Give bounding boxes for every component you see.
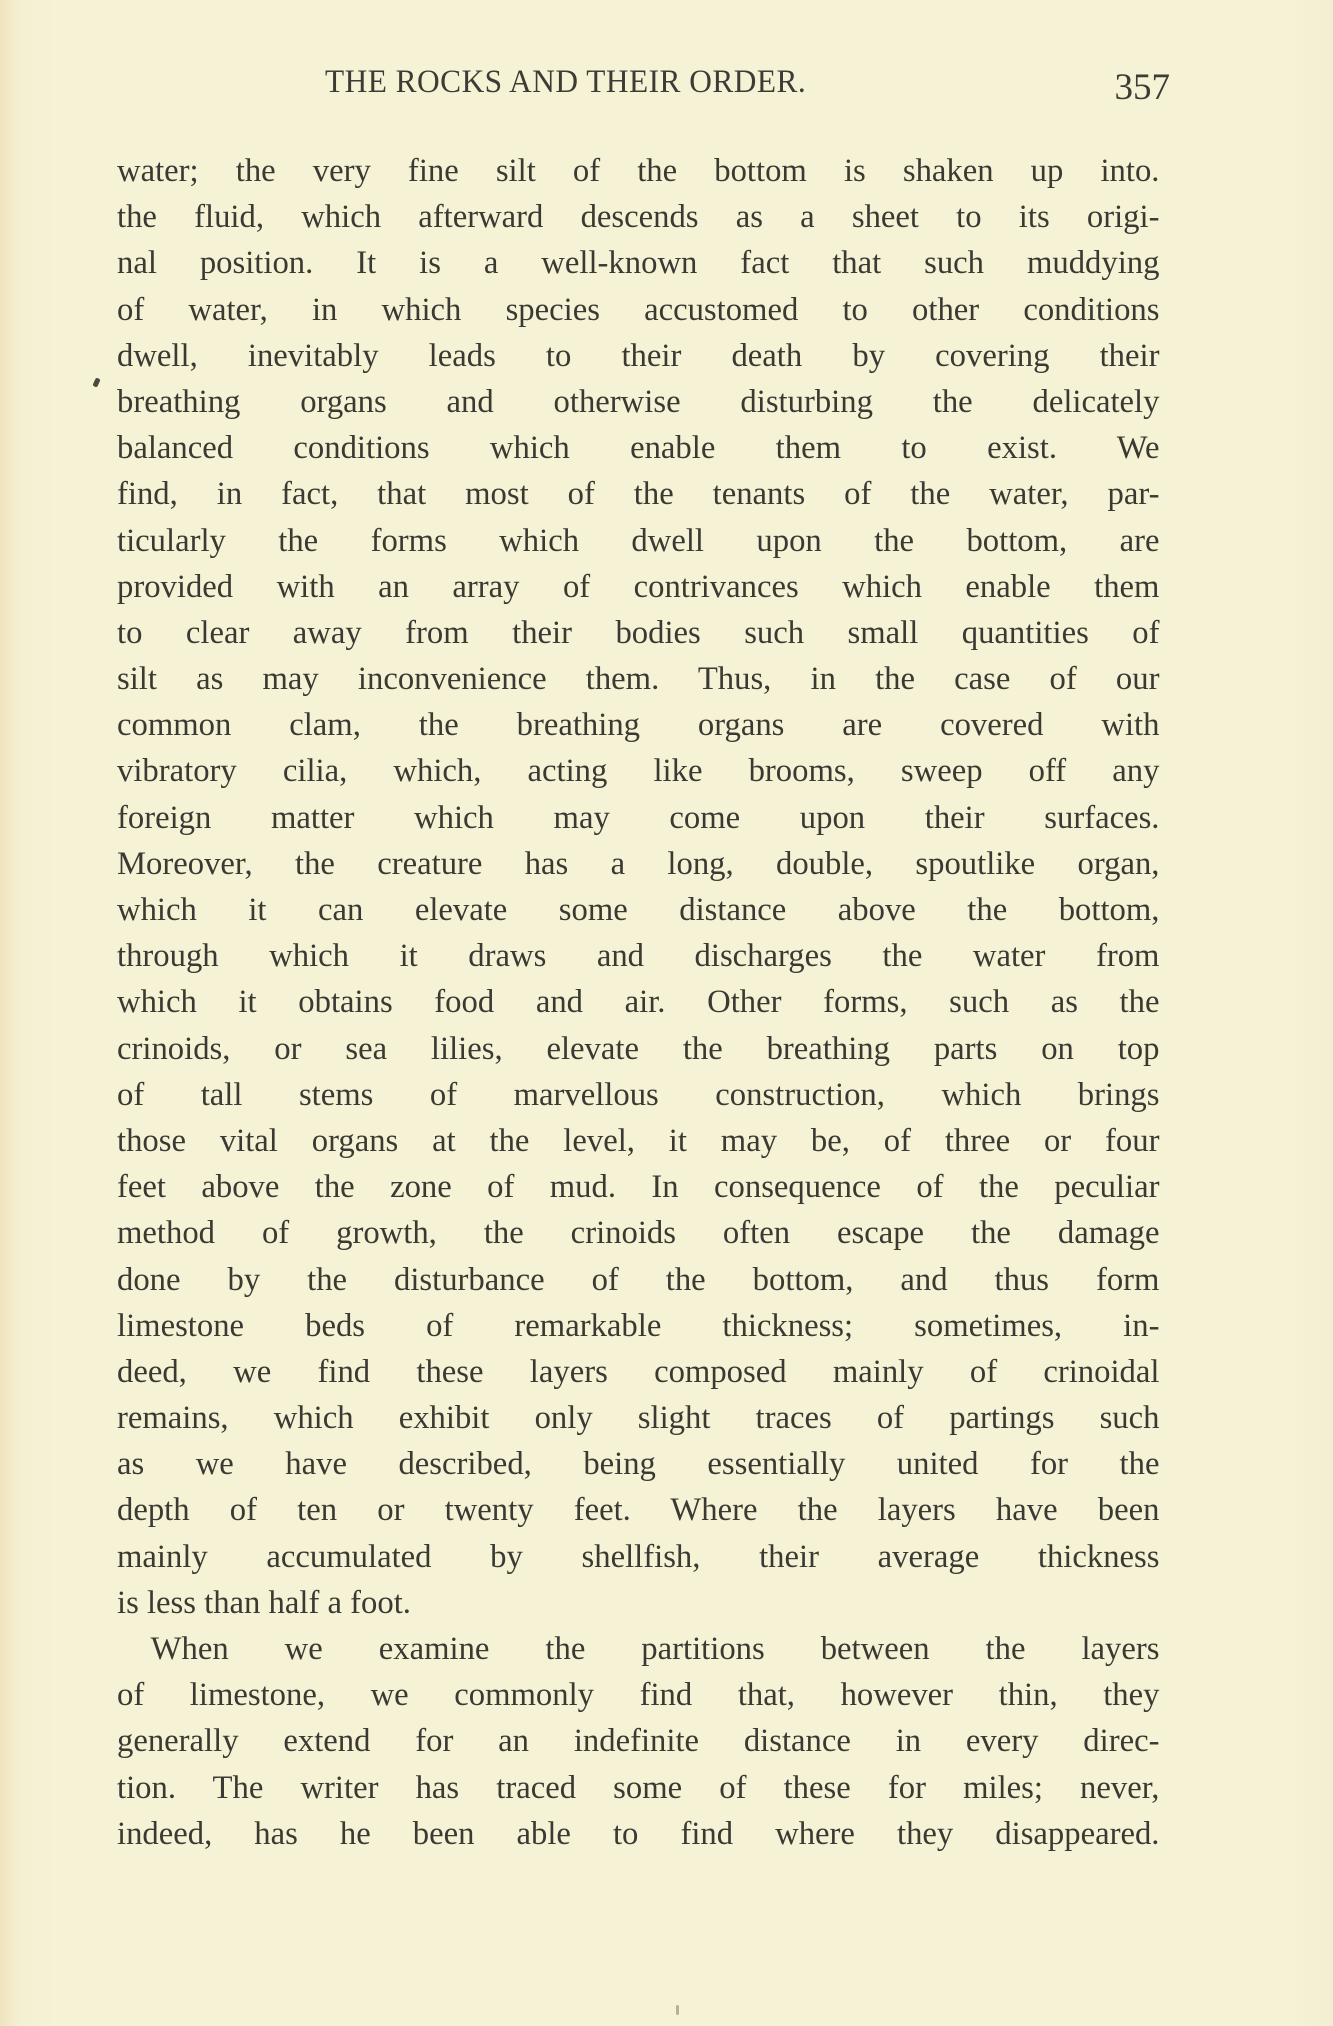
page-number: 357 bbox=[1114, 67, 1170, 108]
text-line: remains, which exhibit only slight traces of partings such bbox=[117, 1400, 1160, 1437]
text-line: to clear away from their bodies such small quantities of bbox=[117, 614, 1160, 651]
text-line: the fluid, which afterward descends as a sheet to its origi- bbox=[117, 199, 1160, 236]
text-line: provided with an array of contrivances which enable them bbox=[117, 568, 1160, 605]
text-line: done by the disturbance of the bottom, and thus form bbox=[117, 1261, 1160, 1298]
text-line: water; the very fine silt of the bottom is shaken up into. bbox=[117, 153, 1160, 189]
text-line: ticularly the forms which dwell upon the bottom, are bbox=[117, 522, 1160, 559]
text-line: Moreover, the creature has a long, double, spoutlike organ, bbox=[117, 845, 1160, 882]
running-head bbox=[117, 64, 1170, 110]
text-line: foreign matter which may come upon their surfaces. bbox=[117, 799, 1160, 836]
text-line: silt as may inconvenience them. Thus, in the case of our bbox=[117, 661, 1160, 698]
paragraph-1 bbox=[117, 148, 1170, 1626]
text-line: breathing organs and otherwise disturbing the delicately bbox=[117, 383, 1160, 420]
text-line: those vital organs at the level, it may be, of three or four bbox=[117, 1122, 1160, 1159]
text-line: limestone beds of remarkable thickness; sometimes, in- bbox=[117, 1307, 1160, 1344]
text-line: deed, we find these layers composed mainly of crinoidal bbox=[117, 1353, 1160, 1390]
text-line: method of growth, the crinoids often escape the damage bbox=[117, 1215, 1160, 1252]
text-line: depth of ten or twenty feet. Where the layers have been bbox=[117, 1492, 1160, 1529]
text-line: mainly accumulated by shellfish, their average thickness bbox=[117, 1538, 1160, 1575]
text-line: which it can elevate some distance above the bottom, bbox=[117, 892, 1160, 928]
text-line: indeed, has he been able to find where they disappeared. bbox=[117, 1815, 1160, 1852]
text-line: of limestone, we commonly find that, however thin, they bbox=[117, 1677, 1160, 1714]
text-line: find, in fact, that most of the tenants of the water, par- bbox=[117, 476, 1160, 513]
paper-speck bbox=[676, 2005, 679, 2015]
text-line: is less than half a foot. bbox=[117, 1584, 411, 1621]
text-line: of water, in which species accustomed to other conditions bbox=[117, 291, 1160, 328]
text-line: When we examine the partitions between the layers bbox=[150, 1631, 1160, 1667]
text-line: dwell, inevitably leads to their death by covering their bbox=[117, 337, 1160, 374]
paragraph-2 bbox=[117, 1626, 1170, 1857]
text-line: of tall stems of marvellous construction, which brings bbox=[117, 1076, 1160, 1113]
text-line: balanced conditions which enable them to exist. We bbox=[117, 430, 1160, 467]
text-line: nal position. It is a well-known fact that such muddying bbox=[117, 245, 1160, 282]
text-line: tion. The writer has traced some of these for miles; never, bbox=[117, 1769, 1160, 1806]
text-line: generally extend for an indefinite distance in every direc- bbox=[117, 1723, 1160, 1760]
text-line: common clam, the breathing organs are covered with bbox=[117, 707, 1160, 744]
text-line: feet above the zone of mud. In consequence of the peculiar bbox=[117, 1169, 1160, 1206]
text-line: through which it draws and discharges the water from bbox=[117, 938, 1160, 975]
text-line: crinoids, or sea lilies, elevate the breathing parts on top bbox=[117, 1030, 1160, 1067]
body-text bbox=[117, 148, 1170, 1857]
text-line: vibratory cilia, which, acting like brooms, sweep off any bbox=[117, 753, 1160, 790]
text-line: which it obtains food and air. Other forms, such as the bbox=[117, 984, 1160, 1021]
margin-ink-mark bbox=[92, 377, 100, 387]
text-line: as we have described, being essentially united for the bbox=[117, 1446, 1160, 1483]
running-title: THE ROCKS AND THEIR ORDER. bbox=[325, 64, 807, 100]
